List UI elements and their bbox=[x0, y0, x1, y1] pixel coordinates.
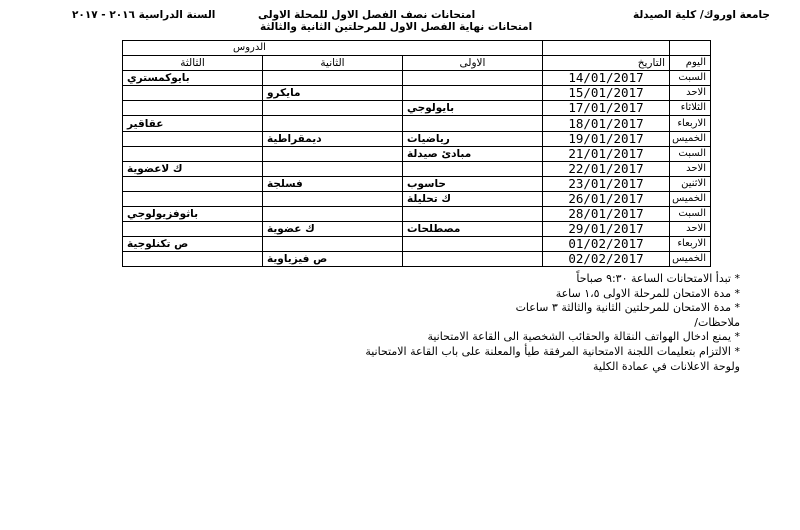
first-stage-cell bbox=[403, 237, 543, 252]
third-stage-cell bbox=[123, 176, 263, 191]
exam-schedule-table bbox=[122, 40, 711, 267]
date-cell: 21/01/2017 bbox=[543, 146, 670, 161]
note-duration-first: * مدة الامتحان للمرحلة الاولى ١،٥ ساعة bbox=[555, 286, 740, 300]
third-stage-cell bbox=[123, 86, 263, 101]
second-stage-cell: ص فيزياوية bbox=[263, 252, 403, 267]
second-stage-cell bbox=[263, 237, 403, 252]
day-cell: الخميس bbox=[670, 252, 711, 267]
schedule-row bbox=[123, 101, 711, 116]
schedule-row bbox=[123, 222, 711, 237]
lessons-header: الدروس bbox=[123, 41, 543, 56]
third-stage-cell bbox=[123, 146, 263, 161]
third-stage-cell bbox=[123, 131, 263, 146]
third-stage-cell: ص تكنلوجية bbox=[123, 237, 263, 252]
date-cell: 23/01/2017 bbox=[543, 176, 670, 191]
schedule-row bbox=[123, 116, 711, 131]
third-stage-cell bbox=[123, 222, 263, 237]
date-cell: 18/01/2017 bbox=[543, 116, 670, 131]
exam-title-first: امتحانات نصف الفصل الاول للمحلة الاولى bbox=[258, 9, 476, 21]
second-stage-cell bbox=[263, 101, 403, 116]
exam-title-second: امتحانات نهاية الفصل الاول للمرحلتين الثانية والثالثة bbox=[260, 21, 533, 33]
first-stage-cell: ك تحليلة bbox=[403, 191, 543, 206]
day-cell: الخميس bbox=[670, 191, 711, 206]
first-stage-cell: مصطلحات bbox=[403, 222, 543, 237]
col-header-first: الاولى bbox=[403, 56, 543, 71]
first-stage-cell bbox=[403, 86, 543, 101]
schedule-row bbox=[123, 161, 711, 176]
date-cell: 28/01/2017 bbox=[543, 207, 670, 222]
lessons-header-row bbox=[123, 41, 711, 56]
note-duration-second-third: * مدة الامتحان للمرحلتين الثانية والثالثة ٣ ساعات bbox=[515, 301, 740, 315]
day-cell: الثلاثاء bbox=[670, 101, 711, 116]
third-stage-cell: بايوكمستري bbox=[123, 71, 263, 86]
date-cell: 14/01/2017 bbox=[543, 71, 670, 86]
date-cell: 15/01/2017 bbox=[543, 86, 670, 101]
university-name: جامعة اوروك/ كلية الصيدلة bbox=[632, 9, 770, 21]
day-cell: الاحد bbox=[670, 161, 711, 176]
second-stage-cell bbox=[263, 71, 403, 86]
second-stage-cell bbox=[263, 191, 403, 206]
schedule-row bbox=[123, 71, 711, 86]
third-stage-cell bbox=[123, 191, 263, 206]
date-cell: 26/01/2017 bbox=[543, 191, 670, 206]
col-header-date: التاريخ bbox=[543, 56, 670, 71]
third-stage-cell bbox=[123, 101, 263, 116]
column-header-row bbox=[123, 56, 711, 71]
notes-section bbox=[140, 272, 740, 374]
first-stage-cell bbox=[403, 252, 543, 267]
date-cell: 19/01/2017 bbox=[543, 131, 670, 146]
second-stage-cell bbox=[263, 207, 403, 222]
third-stage-cell: عقاقير bbox=[123, 116, 263, 131]
first-stage-cell bbox=[403, 207, 543, 222]
academic-year: السنة الدراسية ٢٠١٦ - ٢٠١٧ bbox=[72, 9, 216, 21]
third-stage-cell: ك لاعضوية bbox=[123, 161, 263, 176]
schedule-row bbox=[123, 237, 711, 252]
note-no-phones: * يمنع ادخال الهواتف النقالة والحقائب الشخصية الى القاعة الامتحانية bbox=[427, 330, 740, 344]
second-stage-cell: مايكرو bbox=[263, 86, 403, 101]
col-header-third: الثالثة bbox=[123, 56, 263, 71]
second-stage-cell bbox=[263, 116, 403, 131]
schedule-row bbox=[123, 86, 711, 101]
note-instructions: * الالتزام بتعليمات اللجنة الامتحانية المرفقة طيأ والمعلنة على باب القاعة الامتحانية bbox=[365, 344, 740, 358]
schedule-row bbox=[123, 131, 711, 146]
first-stage-cell: بايولوجي bbox=[403, 101, 543, 116]
day-cell: الاحد bbox=[670, 222, 711, 237]
third-stage-cell: باثوفزيولوجي bbox=[123, 207, 263, 222]
second-stage-cell: ك عضوية bbox=[263, 222, 403, 237]
first-stage-cell: مبادئ صيدلة bbox=[403, 146, 543, 161]
col-header-day: اليوم bbox=[670, 56, 711, 71]
schedule-row bbox=[123, 207, 711, 222]
date-cell: 01/02/2017 bbox=[543, 237, 670, 252]
col-header-second: الثانية bbox=[263, 56, 403, 71]
schedule-row bbox=[123, 191, 711, 206]
second-stage-cell bbox=[263, 146, 403, 161]
date-cell: 22/01/2017 bbox=[543, 161, 670, 176]
first-stage-cell bbox=[403, 116, 543, 131]
day-cell: السبت bbox=[670, 71, 711, 86]
remarks-label: ملاحظات/ bbox=[694, 315, 740, 329]
first-stage-cell: حاسوب bbox=[403, 176, 543, 191]
day-cell: الاحد bbox=[670, 86, 711, 101]
schedule-row bbox=[123, 176, 711, 191]
day-cell: السبت bbox=[670, 207, 711, 222]
day-cell: السبت bbox=[670, 146, 711, 161]
note-announcements: ولوحة الاعلانات في عمادة الكلية bbox=[593, 359, 740, 373]
schedule-row bbox=[123, 252, 711, 267]
third-stage-cell bbox=[123, 252, 263, 267]
second-stage-cell bbox=[263, 161, 403, 176]
second-stage-cell: ديمقراطية bbox=[263, 131, 403, 146]
first-stage-cell bbox=[403, 161, 543, 176]
first-stage-cell: رياضيات bbox=[403, 131, 543, 146]
note-start-time: * تبدأ الامتحانات الساعة ٩:٣٠ صباحاً bbox=[576, 272, 740, 285]
first-stage-cell bbox=[403, 71, 543, 86]
day-cell: الخميس bbox=[670, 131, 711, 146]
second-stage-cell: فسلجة bbox=[263, 176, 403, 191]
day-cell: الاربعاء bbox=[670, 237, 711, 252]
date-cell: 02/02/2017 bbox=[543, 252, 670, 267]
schedule-row bbox=[123, 146, 711, 161]
date-cell: 29/01/2017 bbox=[543, 222, 670, 237]
day-cell: الاربعاء bbox=[670, 116, 711, 131]
day-cell: الاثنين bbox=[670, 176, 711, 191]
date-cell: 17/01/2017 bbox=[543, 101, 670, 116]
